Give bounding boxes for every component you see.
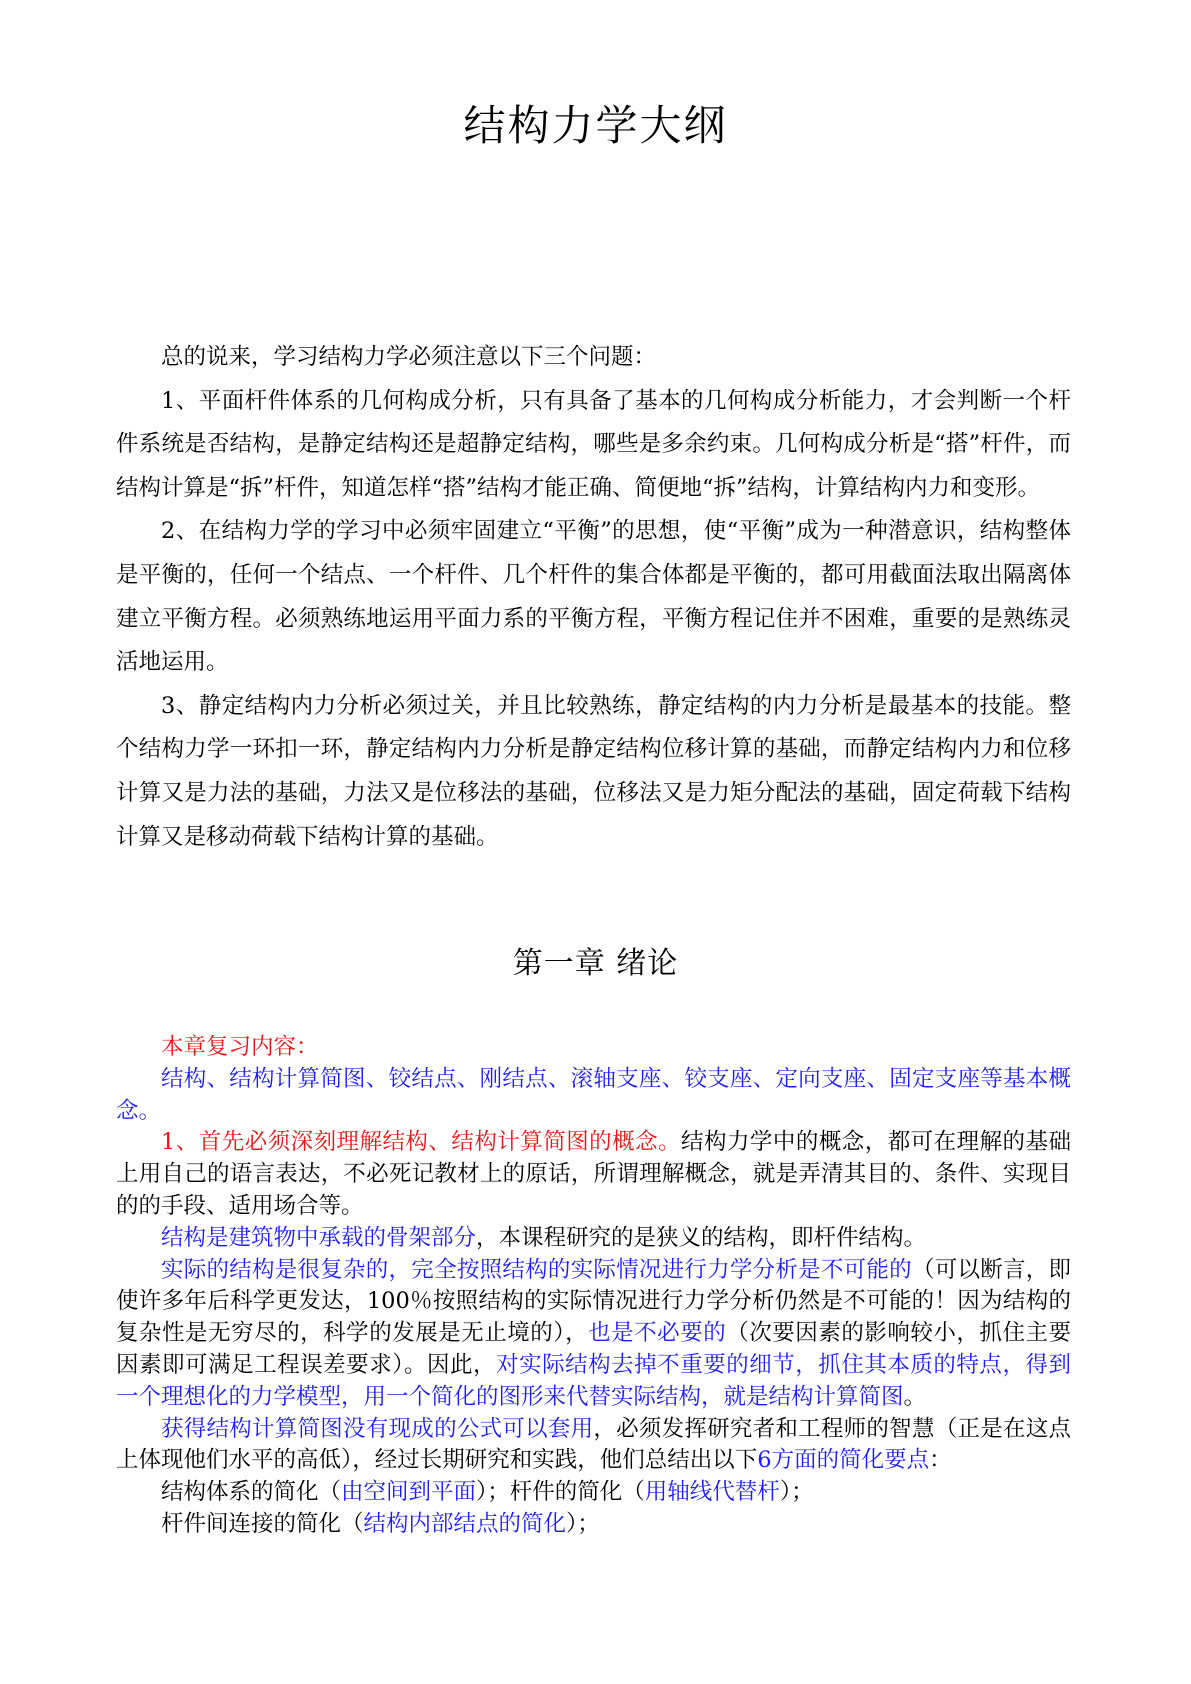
chapter-title: 第一章 绪论: [512, 946, 679, 981]
review-heading: [116, 1032, 1071, 1064]
highlight-blue: 结构是建筑物中承载的骨架部分: [161, 1224, 477, 1251]
chapter-paragraph: [116, 1477, 1071, 1509]
paragraph-text: ，本课程研究的是狭义的结构，即杆件结构。: [476, 1224, 927, 1251]
highlight-blue: 6方面的简化要点: [757, 1447, 930, 1474]
paragraph-text: （次要因素的影响较小，抓住主要因素即可满足工程误差要求）。因此，: [116, 1320, 1071, 1378]
chapter-paragraph: [116, 1509, 1071, 1541]
highlight-blue: 实际的结构是很复杂的，完全按照结构的实际情况进行力学分析是不可能的: [161, 1256, 912, 1283]
chapter-section: [116, 1032, 1071, 1541]
paragraph-text: （可以断言，即使许多年后科学更发达，100％按照结构的实际情况进行力学分析仍然是不可能的！因为结构的复杂性是无穷尽的，科学的发展是无止境的），: [116, 1256, 1071, 1347]
highlight-blue: 获得结构计算简图没有现成的公式可以套用: [161, 1415, 594, 1442]
highlight-blue: 由空间到平面: [341, 1479, 477, 1506]
highlight-blue: 也是不必要的: [588, 1320, 727, 1347]
paragraph-text: ）；: [566, 1510, 600, 1537]
paragraph-text: ）；: [779, 1479, 814, 1506]
paragraph-text: 。: [903, 1383, 927, 1410]
chapter-paragraph: [116, 1255, 1071, 1414]
paragraph-text: 结构力学中的概念，都可在理解的基础上用自己的语言表达，不必死记教材上的原话，所谓理解概念，就是弄清其目的、条件、实现目的的手段、适用场合等。: [116, 1129, 1071, 1219]
document-title: 结构力学大纲: [463, 101, 728, 150]
review-items: [116, 1064, 1071, 1128]
paragraph-text: ）；杆件的简化（: [476, 1479, 645, 1506]
paragraph-text: ：: [929, 1447, 952, 1474]
highlight-blue: 对实际结构去掉不重要的细节，抓住其本质的特点，得到一个理想化的力学模型，用一个简化的图形来代替实际结构，就是结构计算简图: [116, 1351, 1071, 1410]
paragraph-text: ，必须发挥研究者和工程师的智慧（正是在这点上体现他们水平的高低），经过长期研究和实践，他们总结出以下: [116, 1415, 1071, 1474]
chapter-paragraph: [116, 1127, 1071, 1222]
paragraph-text: 结构体系的简化（: [161, 1479, 342, 1506]
intro-section: [116, 336, 1071, 859]
highlight-blue: 用轴线代替杆: [644, 1479, 780, 1506]
paragraph-text: 杆件间连接的简化（: [161, 1510, 364, 1537]
intro-paragraph: 2、在结构力学的学习中必须牢固建立“平衡”的思想，使“平衡”成为一种潜意识，结构整体是平衡的，任何一个结点、一个杆件、几个杆件的集合体都是平衡的，都可用截面法取出隔离体建立平衡方程。必须熟练地运用平面力系的平衡方程，平衡方程记住并不困难，重要的是熟练灵活地运用。: [116, 518, 1071, 676]
intro-paragraph: 1、平面杆件体系的几何构成分析，只有具备了基本的几何构成分析能力，才会判断一个杆件系统是否结构，是静定结构还是超静定结构，哪些是多余约束。几何构成分析是“搭”杆件，而结构计算是“拆”杆件，知道怎样“搭”结构才能正确、简便地“拆”结构，计算结构内力和变形。: [116, 387, 1071, 501]
highlight-blue: 结构内部结点的简化: [363, 1510, 567, 1537]
review-heading-text: 本章复习内容：: [161, 1034, 319, 1060]
intro-paragraph: 总的说来，学习结构力学必须注意以下三个问题：: [161, 344, 657, 370]
highlight-red: 1、首先必须深刻理解结构、结构计算简图的概念。: [161, 1129, 682, 1156]
chapter-paragraph: [116, 1223, 1071, 1255]
review-items-text: 结构、结构计算简图、铰结点、刚结点、滚轴支座、铰支座、定向支座、固定支座等基本概念。: [116, 1065, 1071, 1124]
chapter-paragraph: [116, 1414, 1071, 1478]
intro-paragraph: 3、静定结构内力分析必须过关，并且比较熟练，静定结构的内力分析是最基本的技能。整个结构力学一环扣一环，静定结构内力分析是静定结构位移计算的基础，而静定结构内力和位移计算又是力法的基础，力法又是位移法的基础，位移法又是力矩分配法的基础，固定荷载下结构计算又是移动荷载下结构计算的基础。: [116, 692, 1071, 850]
